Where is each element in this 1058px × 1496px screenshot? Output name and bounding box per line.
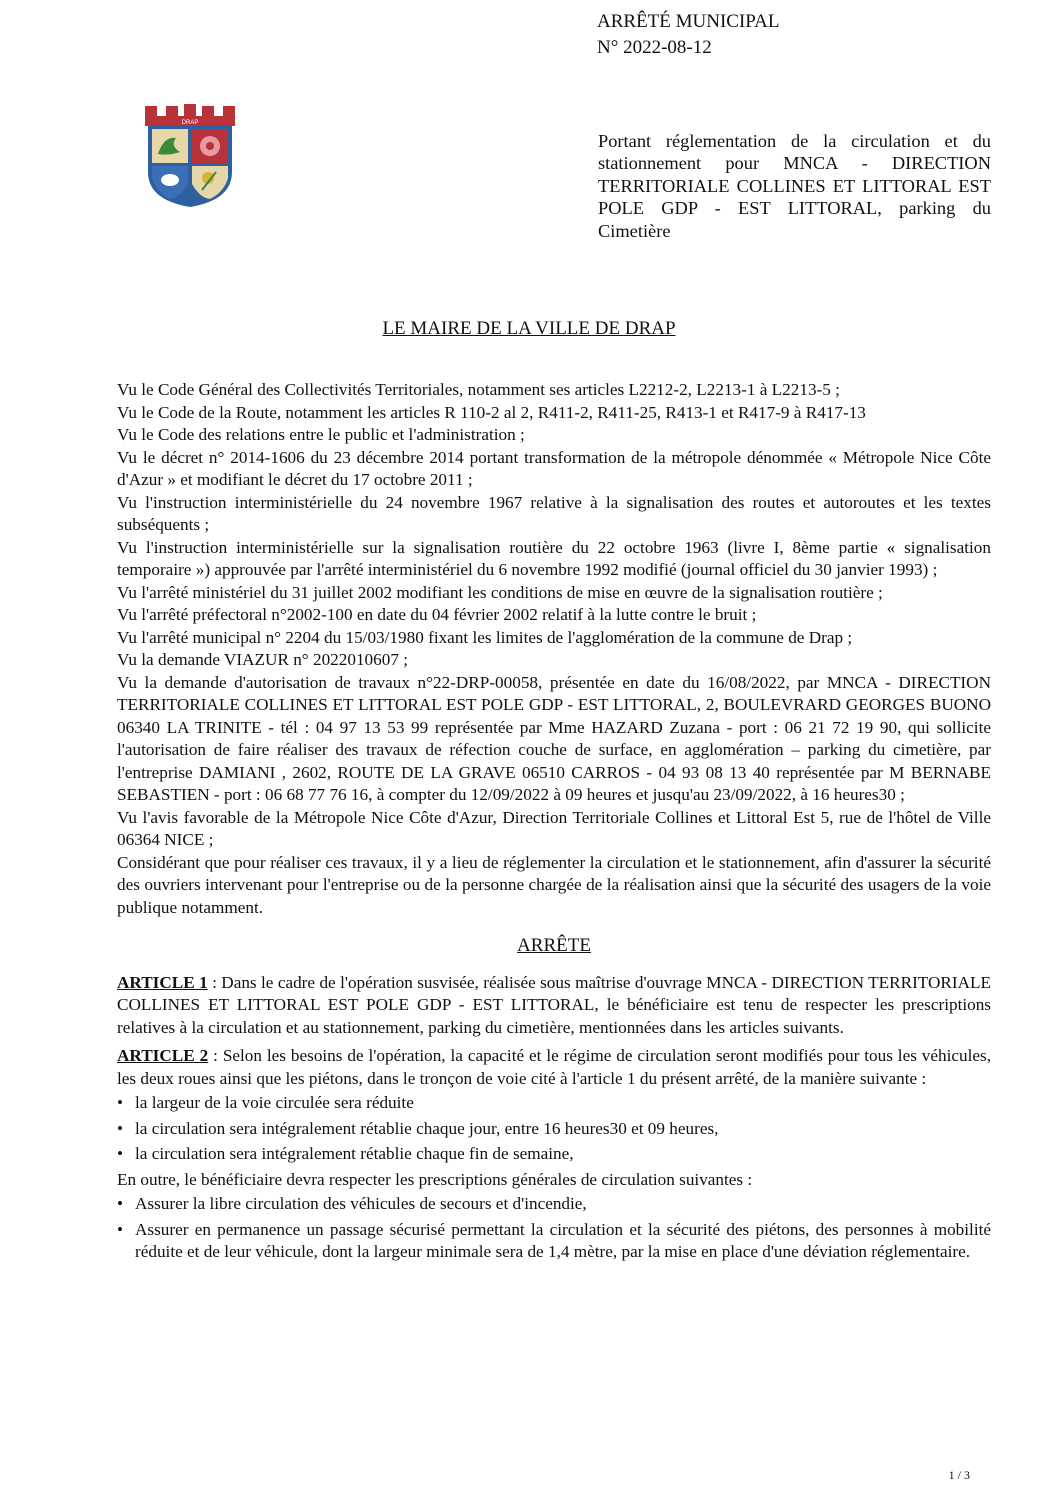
article-1-label: ARTICLE 1 (117, 972, 208, 992)
arrete-heading (117, 935, 991, 958)
visa-8: Vu l'arrêté préfectoral n°2002-100 en date du 04 février 2002 relatif à la lutte contre le bruit ; (117, 605, 757, 624)
visa-2: Vu le Code de la Route, notamment les articles R 110-2 al 2, R411-2, R411-25, R413-1 et R417-9 à R417-13 (117, 402, 866, 422)
article-2-list-2 (117, 1193, 991, 1264)
decree-number: N° 2022-08-12 (597, 37, 712, 58)
list-item: • la largeur de la voie circulée sera réduite (117, 1092, 991, 1115)
visa-10: Vu la demande VIAZUR n° 2022010607 ; (117, 650, 408, 669)
page-number: 1 / 3 (948, 1468, 970, 1482)
list-item: • Assurer en permanence un passage sécurisé permettant la circulation et la sécurité des piétons, des personnes à mobilité réduite et de leur véhicule, dont la largeur minimale sera de 1,4 mètre, par la mise en place d'une déviation réglementaire. (117, 1219, 991, 1264)
article-2-intro-2: En outre, le bénéficiaire devra respecter les prescriptions générales de circulation suivantes : (117, 1169, 753, 1189)
visa-1: Vu le Code Général des Collectivités Territoriales, notamment ses articles L2212-2, L2213-1 à L2213-5 ; (117, 380, 840, 399)
mayor-heading (0, 318, 1058, 340)
visa-11: Vu la demande d'autorisation de travaux n°22-DRP-00058, présentée en date du 16/08/2022, par MNCA - DIRECTION TERRITORIALE COLLINES ET LITTORAL EST POLE GDP - EST LITTORAL, 2, BOULEVRARD GEORGES BUONO 06340 LA TRINITE - tél : 04 97 13 53 99 représentée par Mme HAZARD Zuzana - port : 06 21 72 19 90, qui sollicite l'autorisation de faire réaliser des travaux de réfection couche de surface, en agglomération – parking du cimetière, par l'entreprise DAMIANI , 2602, ROUTE DE LA GRAVE 06510 CARROS - 04 93 08 13 40 représentée par M BERNABE SEBASTIEN - port : 06 68 77 76 16, à compter du 12/09/2022 à 09 heures et jusqu'au 23/09/2022, à 16 heures30 ; (117, 672, 991, 804)
arrete-heading-text: ARRÊTE (517, 935, 591, 956)
visa-12: Vu l'avis favorable de la Métropole Nice Côte d'Azur, Direction Territoriale Collines et Littoral Est 5, rue de l'hôtel de Ville 06364 NICE ; (117, 807, 991, 849)
visa-3: Vu le Code des relations entre le public et l'administration ; (117, 425, 525, 444)
article-1 (117, 972, 991, 1040)
considering-clause: Considérant que pour réaliser ces travaux, il y a lieu de réglementer la circulation et le stationnement, afin d'assurer la sécurité des ouvriers intervenant pour l'entreprise ou de la personne chargée de la réalisation ainsi que la sécurité des usagers de la voie publique notamment. (117, 852, 991, 917)
article-2-label: ARTICLE 2 (117, 1046, 209, 1065)
visa-5: Vu l'instruction interministérielle du 24 novembre 1967 relative à la signalisation des routes et autoroutes et les textes subséquents ; (117, 492, 991, 534)
visa-9: Vu l'arrêté municipal n° 2204 du 15/03/1980 fixant les limites de l'agglomération de la commune de Drap ; (117, 627, 853, 647)
visa-6: Vu l'instruction interministérielle sur la signalisation routière du 22 octobre 1963 (livre I, 8ème partie « signalisation temporaire ») approuvée par l'arrêté interministériel du 6 novembre 1992 modifié (journal officiel du 30 janvier 1993) ; (117, 537, 991, 579)
list-item: • Assurer la libre circulation des véhicules de secours et d'incendie, (117, 1193, 991, 1216)
visa-7: Vu l'arrêté ministériel du 31 juillet 2002 modifiant les conditions de mise en œuvre de la signalisation routière ; (117, 582, 883, 602)
article-2 (117, 1045, 991, 1090)
visa-4: Vu le décret n° 2014-1606 du 23 décembre 2014 portant transformation de la métropole dénommée « Métropole Nice Côte d'Azur » et modifiant le décret du 17 octobre 2011 ; (117, 447, 991, 489)
crest-lettering: DRAP (181, 120, 199, 126)
list-item: • la circulation sera intégralement rétablie chaque fin de semaine, (117, 1143, 991, 1166)
article-2-text: : Selon les besoins de l'opération, la capacité et le régime de circulation seront modifiés pour tous les véhicules, les deux roues ainsi que les piétons, dans le tronçon de voie cité à l'article 1 du présent arrêté, de la manière suivante : (117, 1046, 992, 1088)
list-item: • la circulation sera intégralement rétablie chaque jour, entre 16 heures30 et 09 heures, (117, 1118, 991, 1141)
article-1-text: : Dans le cadre de l'opération susvisée, réalisée sous maîtrise d'ouvrage MNCA - DIRECTION TERRITORIALE COLLINES ET LITTORAL EST POLE GDP - EST LITTORAL, le bénéficiaire est tenu de respecter les prescriptions relatives à la circulation et au stationnement, parking du cimetière, mentionnées dans les articles suivants. (117, 972, 992, 1037)
decree-body (117, 379, 991, 1267)
town-crest-logo (140, 104, 240, 208)
article-2-list (117, 1092, 991, 1166)
decree-subject: Portant réglementation de la circulation et du stationnement pour MNCA - DIRECTION TERRITORIALE COLLINES ET LITTORAL EST POLE GDP - EST LITTORAL, parking du Cimetière (598, 131, 991, 241)
document-title: ARRÊTÉ MUNICIPAL (597, 11, 780, 32)
mayor-heading-text: LE MAIRE DE LA VILLE DE DRAP (382, 318, 676, 339)
